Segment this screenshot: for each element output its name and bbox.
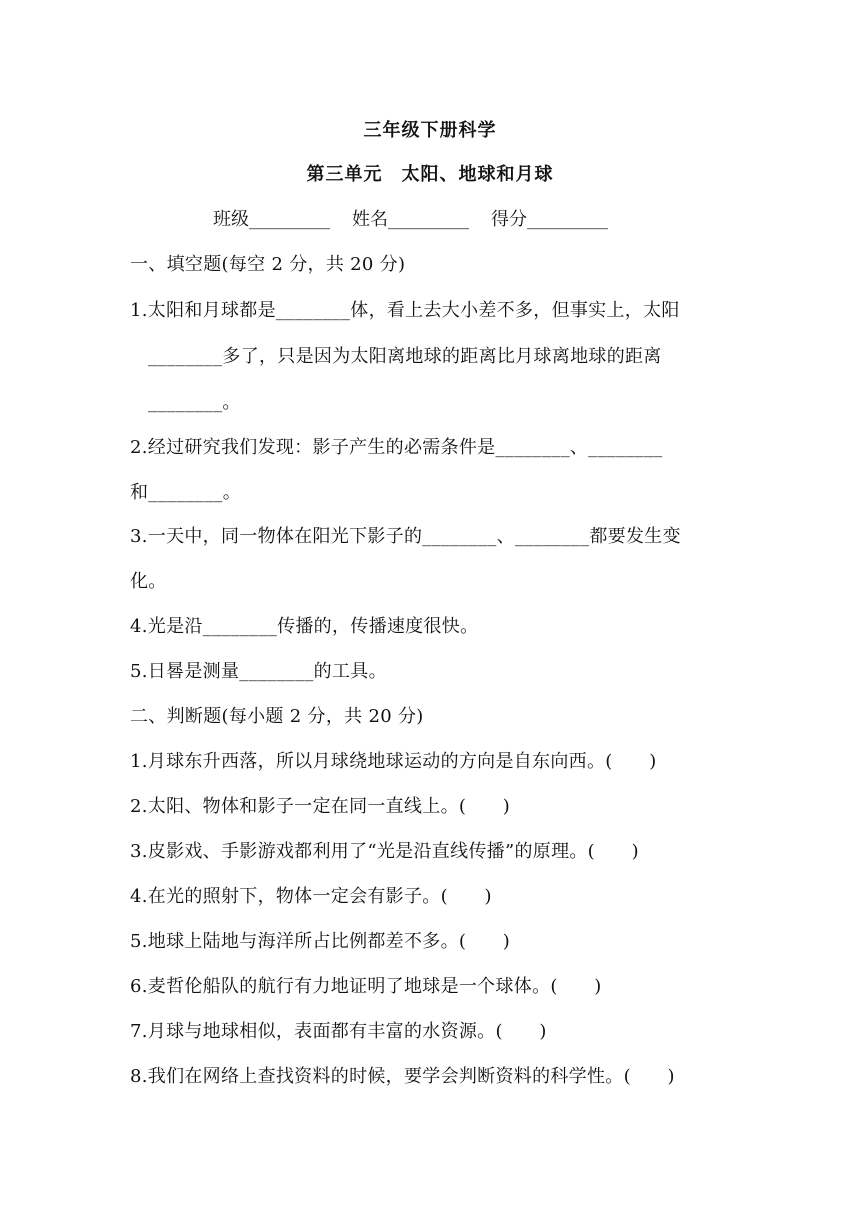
worksheet-title: 三年级下册科学 xyxy=(363,120,497,141)
true-false-item: 5.地球上陆地与海洋所占比例都差不多。( ) xyxy=(130,931,511,952)
section-heading-fill-in: 一、填空题(每空 2 分，共 20 分) xyxy=(130,254,406,275)
fill-in-line: 2.经过研究我们发现：影子产生的必需条件是________、________ xyxy=(130,437,663,458)
name-field: 姓名_________ xyxy=(352,209,469,230)
fill-in-line: 5.日晷是测量________的工具。 xyxy=(130,661,387,682)
true-false-item: 7.月球与地球相似，表面都有丰富的水资源。( ) xyxy=(130,1021,547,1042)
true-false-item: 3.皮影戏、手影游戏都利用了“光是沿直线传播”的原理。( ) xyxy=(130,841,639,862)
section-heading-true-false: 二、判断题(每小题 2 分，共 20 分) xyxy=(130,706,424,727)
true-false-item: 1.月球东升西落，所以月球绕地球运动的方向是自东向西。( ) xyxy=(130,751,657,772)
true-false-item: 8.我们在网络上查找资料的时候，要学会判断资料的科学性。( ) xyxy=(130,1066,675,1087)
fill-in-line: ________。 xyxy=(148,392,241,413)
fill-in-line: ________多了，只是因为太阳离地球的距离比月球离地球的距离 xyxy=(148,346,662,367)
true-false-item: 6.麦哲伦船队的航行有力地证明了地球是一个球体。( ) xyxy=(130,976,602,997)
fill-in-line: 3.一天中，同一物体在阳光下影子的________、________都要发生变 xyxy=(130,526,681,547)
true-false-item: 4.在光的照射下，物体一定会有影子。( ) xyxy=(130,886,492,907)
fill-in-line: 和________。 xyxy=(130,482,241,503)
true-false-item: 2.太阳、物体和影子一定在同一直线上。( ) xyxy=(130,796,511,817)
class-field: 班级_________ xyxy=(213,209,330,230)
student-info-row xyxy=(213,205,608,231)
fill-in-line: 1.太阳和月球都是________体，看上去大小差不多，但事实上，太阳 xyxy=(130,300,680,321)
fill-in-line: 4.光是沿________传播的，传播速度很快。 xyxy=(130,616,479,637)
fill-in-line: 化。 xyxy=(130,571,167,592)
score-field: 得分_________ xyxy=(491,209,608,230)
unit-title: 第三单元 太阳、地球和月球 xyxy=(306,164,554,185)
